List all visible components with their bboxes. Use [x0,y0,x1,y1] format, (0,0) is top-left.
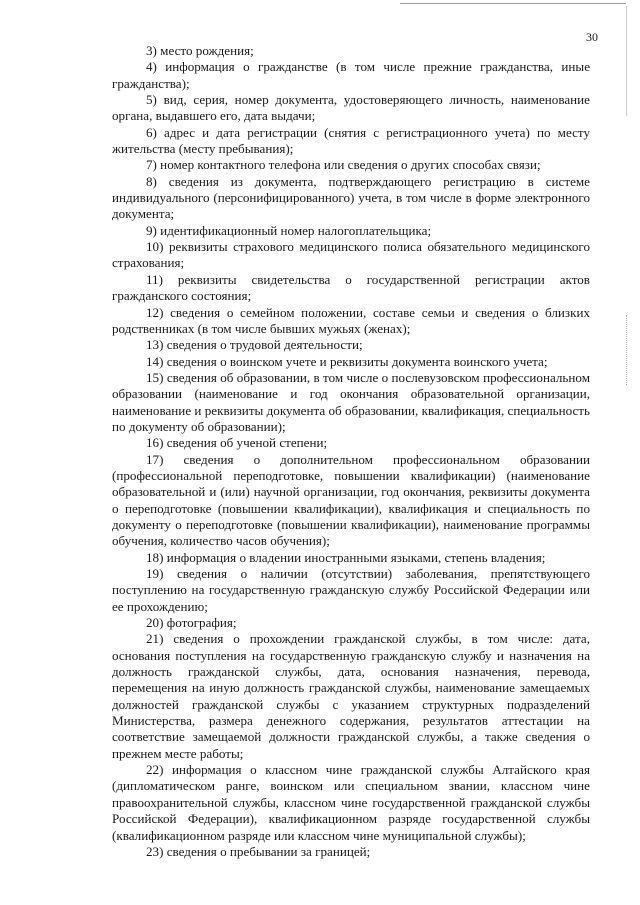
page-number: 30 [586,30,598,44]
list-item: 6) адрес и дата регистрации (снятия с регистрационного учета) по месту жительства (месту пребывания); [112,124,590,157]
list-item: 11) реквизиты свидетельства о государственной регистрации актов гражданского состояния; [112,271,590,304]
document-body [112,43,590,860]
list-item: 23) сведения о пребывании за границей; [146,843,371,859]
list-item: 7) номер контактного телефона или сведения о других способах связи; [146,157,541,173]
list-item: 22) информация о классном чине гражданской службы Алтайского края (дипломатическом ранге, воинском или специальном звании, классном чине правоохранительной службы, классном чине государственной гражданской службы Российской Федерации), квалификационном разряде государственной службы (квалификационном разряде или классном чине муниципальной службы); [112,762,590,843]
list-item: 9) идентификационный номер налогоплательщика; [146,222,432,238]
list-item: 8) сведения из документа, подтверждающего регистрацию в системе индивидуального (персонифицированного) учета, в том числе в форме электронного документа; [112,173,590,222]
list-item: 14) сведения о воинском учете и реквизиты документа воинского учета; [146,353,548,369]
list-item: 15) сведения об образовании, в том числе о послевузовском профессиональном образовании (наименование и год окончания образовательной организации, наименование и реквизиты документа об образовании, квалификация, специальность по документу об образовании); [112,369,590,434]
list-item: 20) фотография; [146,615,237,631]
list-item: 13) сведения о трудовой деятельности; [146,337,363,353]
list-item: 4) информация о гражданстве (в том числе прежние гражданства, иные гражданства); [112,59,590,91]
scan-edge-mark [626,6,627,116]
list-item: 10) реквизиты страхового медицинского полиса обязательного медицинского страхования; [112,239,590,271]
list-item: 18) информация о владении иностранными языками, степень владения; [146,549,546,565]
list-item: 5) вид, серия, номер документа, удостоверяющего личность, наименование органа, выдавшего его, дата выдачи; [112,92,590,124]
list-item: 16) сведения об ученой степени; [146,435,328,451]
list-item: 17) сведения о дополнительном профессиональном образовании (профессиональной переподготовке, повышении квалификации) (наименование образовательной и (или) научной организации, год окончания, реквизиты документа о переподготовке (повышении квалификации), квалификация и специальность по документу о переподготовке (повышении квалификации), наименование программы обучения, количество часов обучения); [112,451,590,549]
list-item: 21) сведения о прохождении гражданской службы, в том числе: дата, основания поступления на государственную гражданскую службу и назначения на должность гражданской службы, дата, основания назначения, перевода, перемещения на иную должность гражданской службы, наименование замещаемых должностей гражданской службы с указанием структурных подразделений Министерства, размера денежного содержания, результатов аттестации на соответствие замещаемой должности гражданской службы, а также сведения о прежнем месте работы; [112,631,590,761]
header-rule [400,3,626,4]
list-item: 12) сведения о семейном положении, составе семьи и сведения о близких родственниках (в том числе бывших мужьях (женах); [112,304,590,336]
scan-edge-ticks [626,315,628,385]
list-item: 19) сведения о наличии (отсутствии) заболевания, препятствующего поступлению на государственную гражданскую службу Российской Федерации или ее прохождению; [112,566,590,614]
list-item: 3) место рождения; [146,43,254,58]
